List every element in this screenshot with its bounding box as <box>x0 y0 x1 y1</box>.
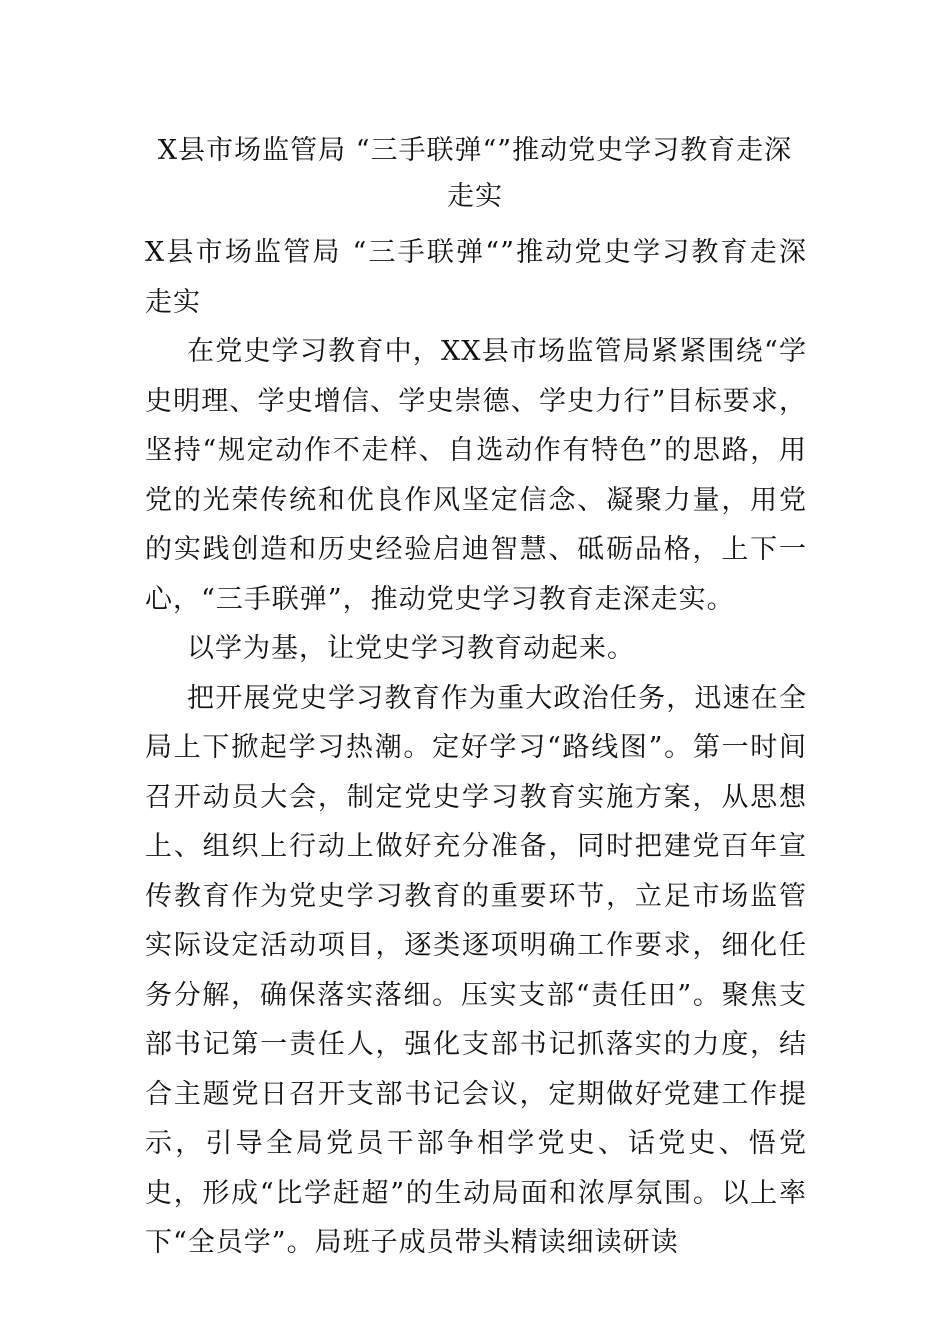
document-body <box>145 228 807 1268</box>
repeated-title: X县市场监管局 “三手联弹“”推动党史学习教育走深走实 <box>145 237 807 318</box>
paragraph-heading: 以学为基，让党史学习教育动起来。 <box>187 633 635 664</box>
document-title: X县市场监管局 “三手联弹“”推动党史学习教育走深走实 <box>157 135 793 212</box>
paragraph-main: 把开展党史学习教育作为重大政治任务，迅速在全局上下掀起学习热潮。定好学习“路线图”。第一时间召开动员大会，制定党史学习教育实施方案，从思想上、组织上行动上做好充分准备，同时把建党百年宣传教育作为党史学习教育的重要环节，立足市场监管实际设定活动项目，逐类逐项明确工作要求，细化任务分解，确保落实落细。压实支部“责任田”。聚焦支部书记第一责任人，强化支部书记抓落实的力度，结合主题党日召开支部书记会议，定期做好党建工作提示，引导全局党员干部争相学党史、话党史、悟党史，形成“比学赶超”的生动局面和浓厚氛围。以上率下“全员学”。局班子成员带头精读细读研读 <box>145 682 807 1258</box>
paragraph-intro: 在党史学习教育中，XX县市场监管局紧紧围绕“学史明理、学史增信、学史崇德、学史力行”目标要求，坚持“规定动作不走样、自选动作有特色”的思路，用党的光荣传统和优良作风坚定信念、凝聚力量，用党的实践创造和历史经验启迪智慧、砥砺品格，上下一心，“三手联弹”，推动党史学习教育走深走实。 <box>145 336 807 615</box>
